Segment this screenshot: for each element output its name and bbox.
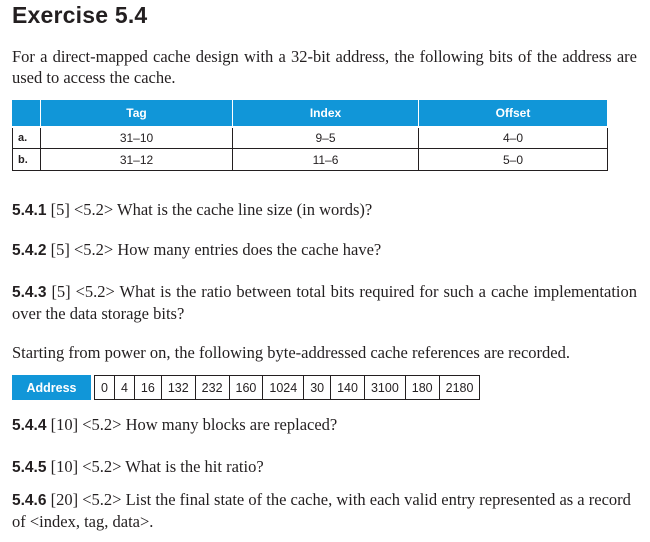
question-number: 5.4.1 — [12, 202, 47, 219]
header-corner — [13, 100, 41, 127]
exercise-title: Exercise 5.4 — [12, 2, 148, 28]
tag-cell: 31–12 — [41, 149, 233, 171]
question-text: [5] <5.2> How many entries does the cache have? — [50, 240, 382, 259]
address-cells — [94, 375, 480, 400]
tag-cell: 31–10 — [41, 127, 233, 149]
question-text: [5] <5.2> What is the cache line size (in words)? — [50, 200, 373, 219]
table-header-row — [13, 100, 608, 127]
address-value-cell: 180 — [405, 376, 439, 399]
question-text: [20] <5.2> List the final state of the cache, with each valid entry represented as a record of <index, tag, data>. — [12, 490, 631, 531]
question-number: 5.4.2 — [12, 242, 47, 259]
question-5-4-3 — [12, 281, 637, 324]
offset-cell: 5–0 — [419, 149, 608, 171]
address-bits-table — [12, 99, 608, 171]
header-offset: Offset — [419, 100, 608, 127]
address-value-cell: 16 — [134, 376, 161, 399]
question-5-4-6 — [12, 489, 637, 532]
offset-cell: 4–0 — [419, 127, 608, 149]
row-label: b. — [13, 149, 41, 171]
question-number: 5.4.3 — [12, 284, 47, 301]
address-value-cell: 160 — [229, 376, 263, 399]
address-value-cell: 2180 — [439, 376, 480, 399]
address-label: Address — [12, 375, 91, 400]
question-5-4-5 — [12, 456, 637, 478]
table-row — [13, 149, 608, 171]
question-text: [10] <5.2> How many blocks are replaced? — [50, 415, 338, 434]
question-text: [5] <5.2> What is the ratio between total bits required for such a cache implementation over the data storage bits? — [12, 282, 638, 323]
address-value-cell: 140 — [330, 376, 364, 399]
index-cell: 9–5 — [233, 127, 419, 149]
header-tag: Tag — [41, 100, 233, 127]
address-value-cell: 1024 — [262, 376, 303, 399]
question-number: 5.4.4 — [12, 417, 47, 434]
question-5-4-4 — [12, 414, 637, 436]
table-row — [13, 127, 608, 149]
index-cell: 11–6 — [233, 149, 419, 171]
intro-paragraph: For a direct-mapped cache design with a 32-bit address, the following bits of the address are used to access the cache. — [12, 47, 637, 87]
address-reference-row — [12, 375, 480, 400]
question-5-4-1 — [12, 199, 637, 221]
address-value-cell: 232 — [195, 376, 229, 399]
address-value-cell: 30 — [303, 376, 330, 399]
address-value-cell: 3100 — [364, 376, 405, 399]
question-5-4-2 — [12, 239, 637, 261]
header-index: Index — [233, 100, 419, 127]
references-intro: Starting from power on, the following byte-addressed cache references are recorded. — [12, 343, 571, 362]
question-number: 5.4.5 — [12, 459, 47, 476]
row-label: a. — [13, 127, 41, 149]
address-value-cell: 4 — [114, 376, 134, 399]
question-number: 5.4.6 — [12, 492, 47, 509]
address-value-cell: 132 — [161, 376, 195, 399]
address-value-cell: 0 — [101, 380, 108, 395]
question-text: [10] <5.2> What is the hit ratio? — [50, 457, 264, 476]
